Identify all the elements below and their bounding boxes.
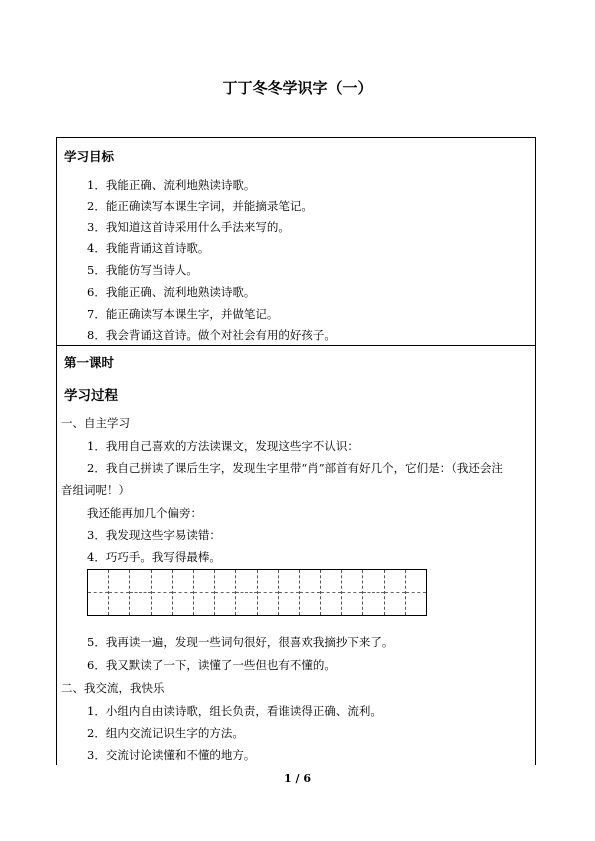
grid-cell bbox=[362, 570, 383, 615]
page-number: 1 / 6 bbox=[284, 772, 311, 785]
grid-cell bbox=[257, 570, 278, 615]
goal-item: 2．能正确读写本课生字词，并能摘录笔记。 bbox=[87, 199, 313, 213]
section1-item: 5．我再读一遍，发现一些词句很好，很喜欢我摘抄下来了。 bbox=[87, 635, 394, 649]
goal-item: 6．我能正确、流利地熟读诗歌。 bbox=[87, 285, 256, 299]
section2-item: 2．组内交流记识生字的方法。 bbox=[87, 726, 244, 740]
grid-cell bbox=[193, 570, 214, 615]
grid-cell bbox=[320, 570, 341, 615]
lesson-box bbox=[56, 345, 536, 765]
session-heading: 第一课时 bbox=[64, 355, 115, 370]
section1-item-cont: 音组词呢！） bbox=[61, 483, 130, 497]
grid-cell bbox=[151, 570, 172, 615]
goal-item: 1．我能正确、流利地熟读诗歌。 bbox=[87, 178, 256, 192]
goal-item: 3．我知道这首诗采用什么手法来写的。 bbox=[87, 220, 290, 234]
process-heading: 学习过程 bbox=[64, 388, 118, 404]
grid-cell bbox=[278, 570, 299, 615]
goal-item: 8．我会背诵这首诗。做个对社会有用的好孩子。 bbox=[87, 328, 336, 342]
grid-cell bbox=[235, 570, 256, 615]
grid-cell bbox=[405, 570, 426, 615]
section1-title: 一、自主学习 bbox=[61, 416, 130, 430]
goals-heading: 学习目标 bbox=[64, 149, 115, 164]
grid-cell bbox=[172, 570, 193, 615]
goal-item: 7．能正确读写本课生字，并做笔记。 bbox=[87, 307, 279, 321]
section1-item: 1．我用自己喜欢的方法读课文，发现这些字不认识： bbox=[87, 439, 359, 453]
grid-cell bbox=[214, 570, 235, 615]
section1-extra: 我还能再加几个偏旁： bbox=[87, 506, 202, 520]
section2-title: 二、我交流，我快乐 bbox=[61, 681, 165, 695]
section2-item: 3．交流讨论读懂和不懂的地方。 bbox=[87, 748, 256, 762]
goals-box bbox=[56, 137, 536, 346]
grid-cell bbox=[88, 570, 108, 615]
grid-cell bbox=[129, 570, 150, 615]
section1-item: 3．我发现这些字易读错： bbox=[87, 528, 221, 542]
grid-cell bbox=[384, 570, 405, 615]
goal-item: 4．我能背诵这首诗歌。 bbox=[87, 241, 210, 255]
section1-item: 2．我自己拼读了课后生字，发现生字里带“肖”部首有好几个，它们是：（我还会注 bbox=[87, 461, 503, 475]
grid-cell bbox=[299, 570, 320, 615]
section1-item: 6．我又默读了一下，读懂了一些但也有不懂的。 bbox=[87, 658, 336, 672]
section1-item: 4．巧巧手。我写得最棒。 bbox=[87, 550, 221, 564]
page-title: 丁丁冬冬学识字（一） bbox=[222, 79, 373, 97]
grid-cell bbox=[341, 570, 362, 615]
section2-item: 1．小组内自由读诗歌，组长负责，看谁读得正确、流利。 bbox=[87, 704, 382, 718]
goal-item: 5．我能仿写当诗人。 bbox=[87, 263, 198, 277]
grid-cell bbox=[108, 570, 129, 615]
writing-grid bbox=[87, 569, 427, 616]
